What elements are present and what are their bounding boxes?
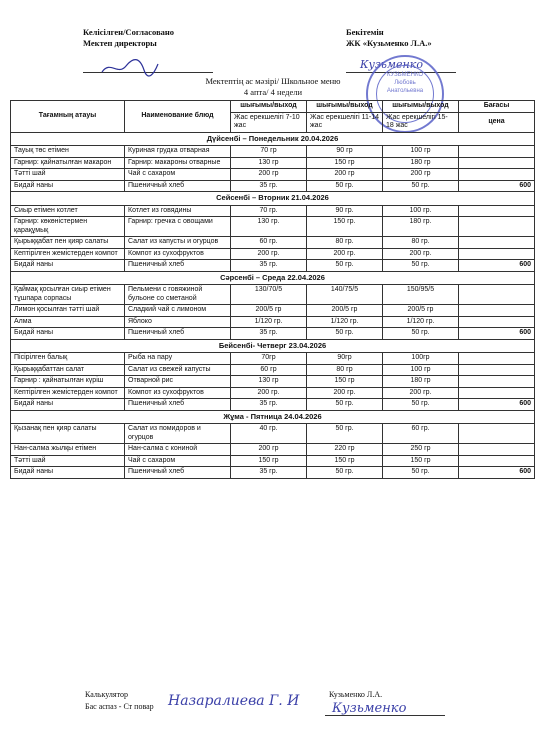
day-header-row — [11, 271, 535, 285]
menu-item-row — [11, 316, 535, 328]
menu-table — [10, 100, 535, 479]
portion-15-18: 50 гр. — [383, 180, 459, 192]
approval-block — [346, 27, 432, 49]
day-price — [459, 387, 535, 399]
stamp-text-name: Любовь — [394, 80, 416, 86]
day-price — [459, 455, 535, 467]
dish-name-kz: Тәтті шай — [11, 455, 125, 467]
dish-name-kz: Бидай наны — [11, 260, 125, 272]
dish-name-ru: Чай с сахаром — [125, 455, 231, 467]
menu-title-line2: 4 апта/ 4 недели — [243, 87, 303, 97]
menu-item-row — [11, 399, 535, 411]
approve-label: Бекітемін — [346, 27, 384, 37]
portion-15-18: 60 гр. — [383, 424, 459, 444]
column-header-name-kz: Тағамның атауы — [11, 101, 125, 133]
portion-7-10: 130 гр. — [231, 217, 307, 237]
dish-name-kz: Бидай наны — [11, 399, 125, 411]
footer-left — [85, 689, 154, 713]
menu-item-row — [11, 237, 535, 249]
portion-7-10: 130 гр — [231, 157, 307, 169]
dish-name-ru: Компот из сухофруктов — [125, 387, 231, 399]
day-label: Сәрсенбі – Среда 22.04.2026 — [11, 271, 535, 285]
portion-11-14: 140/75/5 — [307, 285, 383, 305]
age-group-7-10: Жас ерекшелігі 7-10 жас — [231, 112, 307, 132]
day-price — [459, 157, 535, 169]
dish-name-ru: Салат из помидоров и огурцов — [125, 424, 231, 444]
portion-7-10: 200 гр. — [231, 248, 307, 260]
menu-item-row — [11, 260, 535, 272]
day-price — [459, 217, 535, 237]
dish-name-ru: Чай с сахаром — [125, 169, 231, 181]
portion-11-14: 90 гр. — [307, 205, 383, 217]
dish-name-ru: Гарнир: гречка с овощами — [125, 217, 231, 237]
portion-15-18: 1/120 гр. — [383, 316, 459, 328]
day-price: 600 — [459, 328, 535, 340]
dish-name-ru: Пшеничный хлеб — [125, 260, 231, 272]
menu-item-row — [11, 353, 535, 365]
day-price — [459, 169, 535, 181]
day-price — [459, 305, 535, 317]
agreed-label: Келісілген/Согласовано — [83, 27, 175, 37]
dish-name-ru: Пельмени с говяжиной бульоне со сметаной — [125, 285, 231, 305]
portion-7-10: 70 гр — [231, 146, 307, 158]
portion-11-14: 200 гр. — [307, 248, 383, 260]
portion-15-18: 150 гр — [383, 455, 459, 467]
day-price: 600 — [459, 180, 535, 192]
portion-15-18: 100 гр — [383, 146, 459, 158]
dish-name-kz: Тауық төс етімен — [11, 146, 125, 158]
day-price: 600 — [459, 260, 535, 272]
dish-name-kz: Гарнир: қайнатылған макарон — [11, 157, 125, 169]
calculator-label: Калькулятор — [85, 690, 128, 699]
dish-name-ru: Салат из свежей капусты — [125, 364, 231, 376]
day-price: 600 — [459, 467, 535, 479]
day-label: Дүйсенбі – Понедельник 20.04.2026 — [11, 132, 535, 146]
portion-11-14: 220 гр — [307, 444, 383, 456]
portion-11-14: 150 гр. — [307, 217, 383, 237]
dish-name-kz: Гарнир : қайнатылған күріш — [11, 376, 125, 388]
dish-name-kz: Бидай наны — [11, 328, 125, 340]
approver-footer-signature: Кузьменко — [332, 701, 407, 716]
dish-name-kz: Гарнир: көкөністермен қарақұмық — [11, 217, 125, 237]
menu-item-row — [11, 217, 535, 237]
portion-11-14: 50 гр. — [307, 424, 383, 444]
portion-11-14: 150 гр — [307, 157, 383, 169]
menu-item-row — [11, 157, 535, 169]
dish-name-kz: Тәтті шай — [11, 169, 125, 181]
day-price — [459, 205, 535, 217]
column-header-output-15-18: шығымы/выход — [383, 101, 459, 113]
portion-7-10: 70гр — [231, 353, 307, 365]
portion-7-10: 200 гр — [231, 169, 307, 181]
dish-name-kz: Кептірілген жемістерден компот — [11, 387, 125, 399]
portion-11-14: 50 гр. — [307, 260, 383, 272]
menu-title-line1: Мектептің ас мәзірі/ Школьное меню — [205, 76, 341, 86]
dish-name-kz: Қызанақ пен қияр салаты — [11, 424, 125, 444]
day-header-row — [11, 339, 535, 353]
dish-name-kz: Бидай наны — [11, 180, 125, 192]
day-price — [459, 444, 535, 456]
dish-name-ru: Отварной рис — [125, 376, 231, 388]
portion-15-18: 100 гр — [383, 364, 459, 376]
dish-name-ru: Салат из капусты и огурцов — [125, 237, 231, 249]
portion-11-14: 200/5 гр — [307, 305, 383, 317]
dish-name-ru: Яблоко — [125, 316, 231, 328]
dish-name-ru: Котлет из говядины — [125, 205, 231, 217]
day-price — [459, 285, 535, 305]
portion-7-10: 200 гр. — [231, 387, 307, 399]
menu-item-row — [11, 285, 535, 305]
age-group-11-14: Жас ерекшелігі 11-14 жас — [307, 112, 383, 132]
dish-name-ru: Сладкий чай с лимоном — [125, 305, 231, 317]
head-cook-signature: Назаралиева Г. И — [168, 693, 300, 709]
portion-15-18: 50 гр. — [383, 399, 459, 411]
portion-15-18: 180 гр. — [383, 217, 459, 237]
portion-7-10: 130 гр — [231, 376, 307, 388]
day-price — [459, 376, 535, 388]
portion-11-14: 80 гр — [307, 364, 383, 376]
day-header-row — [11, 132, 535, 146]
portion-7-10: 200 гр — [231, 444, 307, 456]
day-price: 600 — [459, 399, 535, 411]
approver-name-label: Кузьменко Л.А. — [329, 690, 383, 699]
portion-7-10: 35 гр. — [231, 260, 307, 272]
portion-7-10: 200/5 гр — [231, 305, 307, 317]
day-label: Бейсенбі- Четверг 23.04.2026 — [11, 339, 535, 353]
dish-name-kz: Нан-салма жылқы етімен — [11, 444, 125, 456]
stamp-text-patronymic: Анатольевна — [386, 88, 424, 94]
price-unit-label: цена — [459, 112, 535, 132]
menu-item-row — [11, 146, 535, 158]
portion-7-10: 40 гр. — [231, 424, 307, 444]
dish-name-ru: Пшеничный хлеб — [125, 467, 231, 479]
portion-7-10: 35 гр. — [231, 180, 307, 192]
portion-15-18: 80 гр. — [383, 237, 459, 249]
portion-7-10: 150 гр — [231, 455, 307, 467]
portion-15-18: 150/95/5 — [383, 285, 459, 305]
day-price — [459, 353, 535, 365]
day-price — [459, 364, 535, 376]
dish-name-ru: Компот из сухофруктов — [125, 248, 231, 260]
portion-15-18: 100гр — [383, 353, 459, 365]
menu-item-row — [11, 376, 535, 388]
portion-15-18: 200 гр. — [383, 248, 459, 260]
dish-name-ru: Пшеничный хлеб — [125, 180, 231, 192]
head-cook-label: Бас аспаз - Ст повар — [85, 702, 154, 711]
day-price — [459, 146, 535, 158]
portion-7-10: 35 гр. — [231, 467, 307, 479]
menu-item-row — [11, 305, 535, 317]
day-price — [459, 248, 535, 260]
day-price — [459, 237, 535, 249]
agreed-block — [83, 27, 174, 49]
menu-table-body — [11, 132, 535, 478]
dish-name-kz: Қырыққабат пен қияр салаты — [11, 237, 125, 249]
approver-signature: Кузьменко — [360, 58, 423, 71]
portion-11-14: 150 гр — [307, 376, 383, 388]
portion-15-18: 50 гр. — [383, 328, 459, 340]
portion-11-14: 50 гр. — [307, 399, 383, 411]
portion-15-18: 50 гр. — [383, 260, 459, 272]
dish-name-ru: Гарнир: макароны отварные — [125, 157, 231, 169]
portion-7-10: 60 гр — [231, 364, 307, 376]
menu-item-row — [11, 455, 535, 467]
portion-7-10: 35 гр. — [231, 328, 307, 340]
portion-11-14: 50 гр. — [307, 328, 383, 340]
dish-name-ru: Куриная грудка отварная — [125, 146, 231, 158]
portion-11-14: 200 гр — [307, 169, 383, 181]
dish-name-ru: Нан-салма с кониной — [125, 444, 231, 456]
portion-11-14: 80 гр. — [307, 237, 383, 249]
dish-name-kz: Алма — [11, 316, 125, 328]
menu-item-row — [11, 364, 535, 376]
portion-15-18: 100 гр. — [383, 205, 459, 217]
menu-item-row — [11, 169, 535, 181]
portion-11-14: 90 гр — [307, 146, 383, 158]
day-header-row — [11, 410, 535, 424]
menu-item-row — [11, 387, 535, 399]
portion-15-18: 250 гр — [383, 444, 459, 456]
dish-name-kz: Пісірілген балық — [11, 353, 125, 365]
menu-title — [0, 76, 546, 98]
portion-7-10: 70 гр. — [231, 205, 307, 217]
dish-name-kz: Қырыққабаттан салат — [11, 364, 125, 376]
portion-11-14: 200 гр. — [307, 387, 383, 399]
portion-7-10: 60 гр. — [231, 237, 307, 249]
column-header-output-11-14: шығымы/выход — [307, 101, 383, 113]
table-header-row — [11, 101, 535, 113]
day-price — [459, 316, 535, 328]
menu-item-row — [11, 180, 535, 192]
column-header-price: Бағасы — [459, 101, 535, 113]
portion-15-18: 180 гр — [383, 376, 459, 388]
dish-name-kz: Кептірілген жемістерден компот — [11, 248, 125, 260]
portion-15-18: 200/5 гр — [383, 305, 459, 317]
menu-item-row — [11, 424, 535, 444]
portion-11-14: 1/120 гр. — [307, 316, 383, 328]
portion-7-10: 130/70/5 — [231, 285, 307, 305]
approver-footer-signature-line — [325, 715, 445, 716]
dish-name-ru: Пшеничный хлеб — [125, 328, 231, 340]
menu-item-row — [11, 328, 535, 340]
dish-name-kz: Лимон қосылған тәтті шай — [11, 305, 125, 317]
portion-7-10: 1/120 гр. — [231, 316, 307, 328]
portion-15-18: 200 гр. — [383, 387, 459, 399]
director-label: Мектеп директоры — [83, 38, 157, 48]
portion-11-14: 50 гр. — [307, 180, 383, 192]
age-group-15-18: Жас ерекшелігі 15-18 жас — [383, 112, 459, 132]
portion-11-14: 90гр — [307, 353, 383, 365]
dish-name-kz: Қаймақ қосылған сиыр етімен тұшпара сорпасы — [11, 285, 125, 305]
menu-item-row — [11, 467, 535, 479]
portion-15-18: 50 гр. — [383, 467, 459, 479]
day-label: Жұма - Пятница 24.04.2026 — [11, 410, 535, 424]
portion-11-14: 150 гр — [307, 455, 383, 467]
portion-15-18: 180 гр — [383, 157, 459, 169]
portion-11-14: 50 гр. — [307, 467, 383, 479]
day-label: Сейсенбі – Вторник 21.04.2026 — [11, 192, 535, 206]
column-header-name-ru: Наименование блюд — [125, 101, 231, 133]
column-header-output-7-10: шығымы/выход — [231, 101, 307, 113]
director-signature — [100, 56, 160, 78]
menu-item-row — [11, 444, 535, 456]
stamp-text-surname: КУЗЬМЕНКО — [386, 72, 424, 78]
day-header-row — [11, 192, 535, 206]
dish-name-kz: Бидай наны — [11, 467, 125, 479]
day-price — [459, 424, 535, 444]
portion-7-10: 35 гр. — [231, 399, 307, 411]
dish-name-ru: Пшеничный хлеб — [125, 399, 231, 411]
menu-item-row — [11, 248, 535, 260]
approver-company: ЖК «Кузьменко Л.А.» — [346, 38, 432, 48]
dish-name-kz: Сиыр етімен котлет — [11, 205, 125, 217]
menu-item-row — [11, 205, 535, 217]
dish-name-ru: Рыба на пару — [125, 353, 231, 365]
portion-15-18: 200 гр — [383, 169, 459, 181]
footer-right — [329, 689, 382, 701]
